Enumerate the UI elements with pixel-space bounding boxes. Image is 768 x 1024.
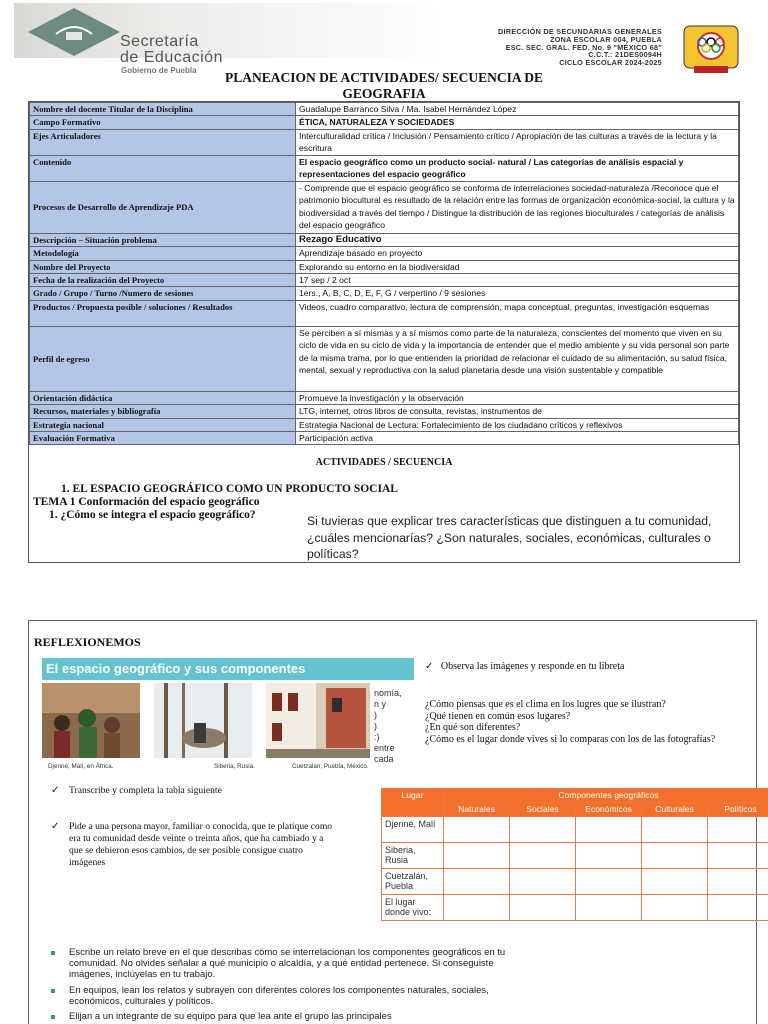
planning-table bbox=[29, 102, 739, 445]
activities-heading: ACTIVIDADES / SECUENCIA bbox=[315, 457, 453, 468]
list-item: ¿En qué son diferentes? bbox=[425, 722, 521, 733]
bullet-dot-icon bbox=[51, 951, 55, 955]
table-row bbox=[30, 274, 739, 287]
table-row bbox=[30, 233, 739, 246]
row-value: El espacio geográfico como un producto social- natural / Las categorías de análisis espacial y representaciones del espacio geográfico bbox=[296, 155, 739, 181]
components-image-panel bbox=[42, 658, 426, 775]
school-seal-icon bbox=[680, 22, 742, 76]
column-header: Políticos bbox=[708, 803, 768, 817]
row-label: Metodología bbox=[30, 247, 296, 260]
check-icon: ✓ bbox=[51, 785, 60, 796]
table-row bbox=[30, 326, 739, 391]
column-header: Sociales bbox=[510, 803, 576, 817]
row-label: Cuetzalán, Puebla bbox=[382, 869, 444, 895]
row-label: Procesos de Desarrollo de Aprendizaje PDA bbox=[30, 181, 296, 233]
instruction-2: En equipos, lean los relatos y subrayen con diferentes colores los componentes naturales, sociales, económicos, culturales y políticos. bbox=[69, 985, 489, 1007]
observe-instruction: ✓ Observa las imágenes y responde en tu libreta bbox=[425, 661, 625, 672]
caption-siberia: Siberia, Rusia. bbox=[214, 763, 255, 770]
row-label: Nombre del docente Titular de la Disciplina bbox=[30, 103, 296, 116]
instruction-3: Elijan a un integrante de su equipo para que lea ante el grupo las principales bbox=[69, 1011, 392, 1022]
row-value: ÉTICA, NATURALEZA Y SOCIEDADES bbox=[296, 116, 739, 129]
planning-sheet bbox=[28, 101, 740, 563]
row-label: Siberia, Rusia bbox=[382, 843, 444, 869]
row-label: Orientación didáctica bbox=[30, 391, 296, 404]
page-title: PLANEACION DE ACTIVIDADES/ SECUENCIA DE GEOGRAFIA bbox=[224, 70, 544, 101]
school-info: DIRECCIÓN DE SECUNDARIAS GENERALES ZONA ESCOLAR 004, PUEBLA ESC. SEC. GRAL. FED. No. 9 "MÉXICO 68" C.C.T.: 21DES0094H CICLO ESCOLAR 2024-2025 bbox=[498, 27, 662, 68]
community-question: Si tuvieras que explicar tres características que distinguen a tu comunidad, ¿cuáles mencionarías? ¿Son naturales, sociales, económicas, culturales o políticas? bbox=[307, 514, 712, 561]
table-row bbox=[30, 391, 739, 404]
row-label: Recursos, materiales y bibliografía bbox=[30, 405, 296, 418]
reflexionemos-box bbox=[28, 620, 757, 1024]
table-row bbox=[30, 155, 739, 181]
components-table-wrap bbox=[381, 788, 768, 930]
page-header bbox=[0, 0, 768, 101]
table-row bbox=[30, 247, 739, 260]
table-row bbox=[30, 129, 739, 155]
row-label: Djenné, Malí bbox=[382, 817, 444, 843]
table-row bbox=[382, 843, 768, 869]
row-label: Campo Formativo bbox=[30, 116, 296, 129]
secretaria-wordmark: Secretaría de Educación bbox=[120, 33, 223, 66]
table-row bbox=[30, 181, 739, 233]
row-value: Guadalupe Barranco Silva / Ma. Isabel Hernández López bbox=[296, 103, 739, 116]
table-row bbox=[30, 405, 739, 418]
list-item: ¿Cómo piensas que es el clima en los lugres que se ilustran? bbox=[425, 699, 666, 710]
tema-title: TEMA 1 Conformación del espacio geográfico bbox=[33, 496, 260, 508]
cuetzalan-photo-icon bbox=[266, 683, 370, 758]
check-icon: ✓ bbox=[425, 661, 434, 672]
table-row bbox=[382, 817, 768, 843]
group-header: Componentes geográficos bbox=[444, 789, 768, 803]
section-title: 1. EL ESPACIO GEOGRÁFICO COMO UN PRODUCTO SOCIAL bbox=[61, 483, 398, 495]
panel-title-band bbox=[42, 658, 414, 680]
table-row bbox=[30, 103, 739, 116]
sep-logo-icon bbox=[26, 6, 122, 58]
row-label: Nombre del Proyecto bbox=[30, 260, 296, 273]
table-row bbox=[30, 300, 739, 326]
check-icon: ✓ bbox=[51, 821, 60, 832]
table-row bbox=[382, 869, 768, 895]
row-label: Contenido bbox=[30, 155, 296, 181]
row-label: Fecha de la realización del Proyecto bbox=[30, 274, 296, 287]
row-value: Interculturalidad crítica / Inclusión / Pensamiento crítico / Apropiación de las culturas a través de la lectura y la escritura bbox=[296, 129, 739, 155]
table-row bbox=[30, 287, 739, 300]
row-label: Estrategia nacional bbox=[30, 418, 296, 431]
corner-header: Lugar bbox=[382, 789, 444, 817]
table-row bbox=[382, 895, 768, 921]
caption-djenne: Djenné, Malí, en África. bbox=[48, 763, 114, 770]
components-table bbox=[381, 788, 768, 921]
row-value: 1ers., A, B, C, D, E, F, G / verpertino / 9 sesiones bbox=[296, 287, 739, 300]
column-header: Culturales bbox=[642, 803, 708, 817]
row-value: Aprendizaje basado en proyecto bbox=[296, 247, 739, 260]
row-label: Perfil de egreso bbox=[30, 326, 296, 391]
row-label: Descripción – Situación problema bbox=[30, 233, 296, 246]
panel-title: El espacio geográfico y sus componentes bbox=[46, 661, 306, 676]
table-row bbox=[30, 432, 739, 445]
row-value: 17 sep / 2 oct bbox=[296, 274, 739, 287]
row-value: Explorando su entorno en la biodiversidad bbox=[296, 260, 739, 273]
bullet-transcribe: Transcribe y completa la tabla siguiente bbox=[69, 785, 222, 796]
row-value: Se perciben a sí mismas y a sí mismos como parte de la naturaleza, conscientes del momento que viven en su ciclo de vida en su ciclo de vida y la importancia de entender que el medio ambiente y su vida personal son parte de la misma trama, por lo que entienden la prioridad de relacionar el cuidado de su alimentación, su salud física, mental, sexual y reproductiva con la salud planetaria desde una visión sustentable y compatible bbox=[296, 326, 739, 391]
table-row bbox=[30, 260, 739, 273]
row-value: Videos, cuadro comparativo, lectura de comprensión, mapa conceptual, preguntas, investigación esquemas bbox=[296, 300, 739, 326]
bullet-interview: Pide a una persona mayor, familiar o conocida, que te platique como era tu comunidad desde veinte o treinta años, que ha cambiado y a que se debieron esos cambios, de ser posible consigue cuatro imágenes bbox=[69, 821, 333, 868]
table-row bbox=[30, 418, 739, 431]
djenne-photo-icon bbox=[42, 683, 140, 758]
reflexionemos-heading: REFLEXIONEMOS bbox=[34, 635, 141, 649]
row-value: - Comprende que el espacio geográfico se conforma de interrelaciones sociedad-naturaleza /Reconoce que el patrimonio biocultural es resultado de la relación entre las formas de organización económica-social, la cultura y la biodiversidad a través del tiempo / Distingue la distribución de las regiones bioculturales / categorías de análisis del espacio geográfico bbox=[296, 181, 739, 233]
siberia-photo-icon bbox=[154, 683, 252, 758]
bullet-dot-icon bbox=[51, 1015, 55, 1019]
table-row bbox=[30, 116, 739, 129]
row-value: Participación activa bbox=[296, 432, 739, 445]
caption-cuetzalan: Cuetzalan, Puebla, México. bbox=[292, 763, 369, 770]
row-label: Productos / Propuesta posible / soluciones / Resultados bbox=[30, 300, 296, 326]
row-label: El lugar donde vivo: bbox=[382, 895, 444, 921]
row-label: Grado / Grupo / Turno /Numero de sesiones bbox=[30, 287, 296, 300]
column-header: Naturales bbox=[444, 803, 510, 817]
list-item: ¿Cómo es el lugar donde vives si lo comparas con los de las fotografías? bbox=[425, 733, 716, 745]
instruction-1: Escribe un relato breve en el que describas cómo se interrelacionan los componentes geográficos en tu comunidad. No olvides señalar a qué municipio o alcaldía, y a qué entidad pertenece. Si conseguiste imágenes, inclúyelas en tu trabajo. bbox=[69, 947, 506, 980]
row-label: Ejes Articuladores bbox=[30, 129, 296, 155]
row-value: Estrategia Nacional de Lectura: Fortalecimiento de los ciudadano críticos y reflexivos bbox=[296, 418, 739, 431]
gobierno-label: Gobierno de Puebla bbox=[121, 66, 197, 75]
row-value: Promueve la investigación y la observación bbox=[296, 391, 739, 404]
row-value: LTG, internet, otros libros de consulta, revistas, instrumentos de bbox=[296, 405, 739, 418]
row-value: Rezago Educativo bbox=[296, 233, 739, 246]
column-header: Económicos bbox=[576, 803, 642, 817]
row-label: Evaluación Formativa bbox=[30, 432, 296, 445]
bullet-dot-icon bbox=[51, 989, 55, 993]
reflection-questions bbox=[425, 699, 715, 745]
list-item: ¿Qué tienen en común esos lugares? bbox=[425, 710, 571, 722]
cropped-side-text: nomía, n y ) ) :) entre cada bbox=[374, 688, 402, 764]
question-1: 1. ¿Cómo se integra el espacio geográfico? bbox=[49, 509, 256, 521]
